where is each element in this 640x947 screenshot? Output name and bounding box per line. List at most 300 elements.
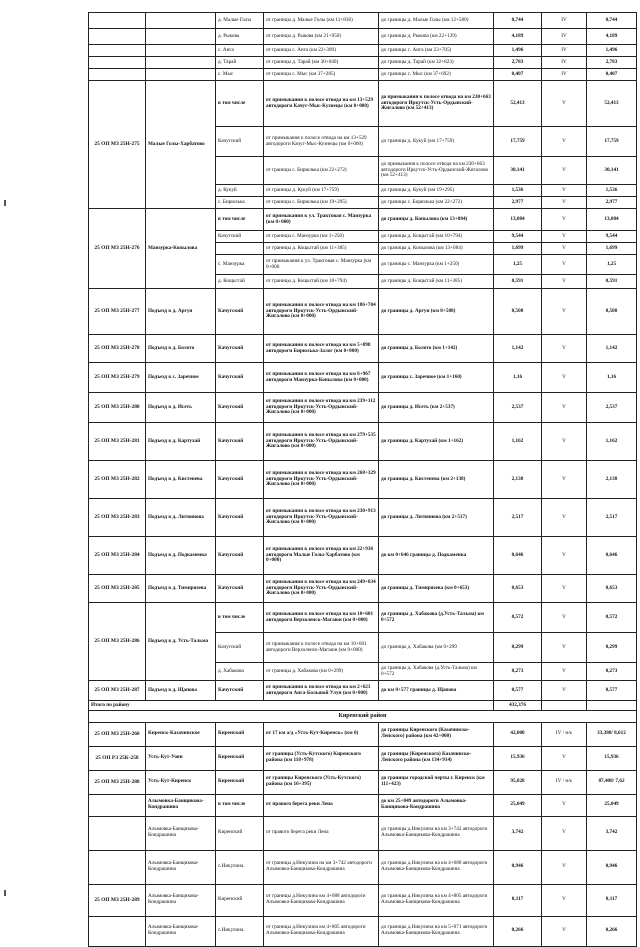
table-row [89, 363, 637, 393]
total-km: 2,517 [587, 499, 637, 537]
length-km: 1,16 [494, 363, 542, 393]
road-category: V [542, 289, 587, 335]
district-cell [216, 157, 264, 185]
segment-start: от границы д. Кукуй (км 17+759) [264, 185, 379, 197]
road-category: V [542, 243, 587, 255]
road-code: 25 ОП МЗ 25Н-287 [89, 681, 146, 701]
table-row [89, 770, 637, 794]
road-code-empty [89, 57, 146, 69]
total-km: 0,299 [587, 633, 637, 663]
total-km: 15,936 [587, 746, 637, 770]
total-km: 0,117 [587, 884, 637, 916]
total-value: 432,376 [494, 701, 542, 711]
total-km: 33,388/ 8,612 [587, 722, 637, 746]
district-cell: Киренский [216, 770, 264, 794]
road-category: V [542, 157, 587, 185]
district-cell: д. Рыкова [216, 29, 264, 45]
road-name: Подъезд к с. Заречное [146, 363, 216, 393]
road-code: 25 ОП МЗ 25Н-277 [89, 289, 146, 335]
total-km: 0,646 [587, 537, 637, 575]
district-cell: д. Кощьггай [216, 275, 264, 289]
road-category: V [542, 884, 587, 916]
district-cell: Качугский [216, 499, 264, 537]
segment-end: до границы д. Картухай (км 1+162) [379, 423, 494, 461]
segment-start: от примыкания к полосе отвода на км 10+601 автодороги Верхоленск-Магаюн (км 0+000) [264, 633, 379, 663]
length-km: 0,266 [494, 916, 542, 946]
segment-start: от границы (Усть-Кутского) Киренского района (км 118+978) [264, 746, 379, 770]
total-km: 1,536 [587, 185, 637, 197]
total-km: 87,408/ 7,62 [587, 770, 637, 794]
table-row [89, 850, 637, 884]
road-name: Алымовка-Банщикова-Кондрашина [146, 916, 216, 946]
district-cell: Киренский [216, 746, 264, 770]
total-sum-empty [587, 701, 637, 711]
road-name: Подъезд к д. Болото [146, 335, 216, 363]
district-cell: Качугский [216, 461, 264, 499]
road-code-empty [89, 13, 146, 29]
table-row [89, 461, 637, 499]
segment-end: до границы д.Никулина на км 4+688 автодороги Алымовка-Банщикова-Кондрашина [379, 850, 494, 884]
length-km: 3,742 [494, 816, 542, 850]
total-km: 1,496 [587, 45, 637, 57]
district-cell: с. Мыс [216, 69, 264, 81]
total-km: 1,25 [587, 255, 637, 275]
registry-page [88, 12, 636, 947]
length-km: 1,699 [494, 243, 542, 255]
length-km: 2,977 [494, 197, 542, 209]
total-km: 0,572 [587, 603, 637, 633]
length-km: 0,591 [494, 275, 542, 289]
road-category: IV / н/к [542, 722, 587, 746]
total-km: 0,407 [587, 69, 637, 81]
road-category: IV [542, 57, 587, 69]
road-category: V [542, 255, 587, 275]
segment-end: до границы городской черты г. Киренск (км 111+423) [379, 770, 494, 794]
length-km: 0,577 [494, 681, 542, 701]
length-km: 30,141 [494, 157, 542, 185]
road-category: V [542, 393, 587, 423]
total-km: 0,266 [587, 916, 637, 946]
road-code: 25 ОП МЗ 25Н-285 [89, 575, 146, 603]
district-cell [216, 243, 264, 255]
road-code: 25 ОП МЗ 25Н-279 [89, 363, 146, 393]
length-km: 1,162 [494, 423, 542, 461]
segment-end: до границы д. Кукуй (км 17+759) [379, 127, 494, 157]
total-km: 30,141 [587, 157, 637, 185]
road-name: Подъезд к д. Щапова [146, 681, 216, 701]
table-row [89, 746, 637, 770]
segment-end: до границы д.Никулина на км 3+742 автодороги Алымовка-Банщикова-Кондрашина [379, 816, 494, 850]
road-category: V [542, 209, 587, 231]
segment-start: от примыкания к полосе отвода на км 5+098 автодороги Бирюлька-Залог (км 0+000) [264, 335, 379, 363]
segment-end: до границы с. Анга (км 23+705) [379, 45, 494, 57]
road-name: Подъезд к д. Картухай [146, 423, 216, 461]
segment-start: от примыкания к полосе отвода на км 10+601 автодороги Верхоленск-Магаюн (км 0+000) [264, 603, 379, 633]
table-row [89, 29, 637, 45]
total-km: 13,084 [587, 209, 637, 231]
road-name: Подъезд к д. Усть-Тальма [146, 603, 216, 681]
segment-end: до границы д. Тимирязева (км 0+653) [379, 575, 494, 603]
district-cell: Качугский [216, 289, 264, 335]
district-cell: в том числе [216, 81, 264, 127]
district-cell: д. Тарай [216, 57, 264, 69]
total-label: Итого по району [89, 701, 494, 711]
table-row [89, 57, 637, 69]
district-cell: Киренский [216, 722, 264, 746]
length-km: 0,273 [494, 663, 542, 681]
segment-end: до границы д. Литвинова (км 2+517) [379, 499, 494, 537]
segment-start: от границы с. Бирюлька (км 19+295) [264, 197, 379, 209]
segment-start: от примыкания к полосе отвода на км 13+529 автодороги Качуг-Мыс-Кузнецы (км 0+000) [264, 127, 379, 157]
table-row [89, 722, 637, 746]
road-code-empty [89, 29, 146, 45]
segment-end: до км 25+049 автодороги Алымовка-Банщикова-Кондрашина [379, 794, 494, 816]
road-code: 25 ОП МЗ 25Н-260 [89, 722, 146, 746]
length-km: 0,946 [494, 850, 542, 884]
road-category: V [542, 537, 587, 575]
total-km: 0,653 [587, 575, 637, 603]
segment-end: до границы д. Болото (км 1+142) [379, 335, 494, 363]
district-cell: в том числе [216, 209, 264, 231]
segment-end: до км 0+646 границы д. Подкаменка [379, 537, 494, 575]
length-km: 8,508 [494, 289, 542, 335]
road-category: V [542, 794, 587, 816]
segment-start: от границы д. Тарай (км 30+040) [264, 57, 379, 69]
segment-start: от границы с. Манзурка (км 1+250) [264, 231, 379, 243]
road-code [89, 816, 146, 850]
district-cell: с. Манзурка [216, 255, 264, 275]
segment-end: до границы д.Никулина на км 5+071 автодороги Алымовка-Банщикова-Кондрашина [379, 916, 494, 946]
segment-end: до границы с. Заречное (км 1+160) [379, 363, 494, 393]
road-category: V [542, 81, 587, 127]
road-name [146, 13, 216, 29]
road-name [146, 45, 216, 57]
segment-start: от границы д. Кощьггай (км 11+385) [264, 243, 379, 255]
segment-end: до примыкания к полосе отвода на км 230+663 автодороги Иркутск-Усть-Ордынский-Жигалово (км 52+413) [379, 157, 494, 185]
road-category: V [542, 499, 587, 537]
road-name: Алымовка-Банщикова-Кондрашина [146, 884, 216, 916]
district-total-row [89, 701, 637, 711]
district-cell: с.Никулина [216, 850, 264, 884]
road-code: 25 ОП МЗ 25Н-281 [89, 423, 146, 461]
length-km: 4,189 [494, 29, 542, 45]
district-cell: в том числе [216, 794, 264, 816]
road-name [146, 69, 216, 81]
total-km: 0,591 [587, 275, 637, 289]
road-category: V [542, 633, 587, 663]
total-km: 25,049 [587, 794, 637, 816]
road-category: V [542, 127, 587, 157]
total-cat-empty [542, 701, 587, 711]
road-category: V [542, 423, 587, 461]
road-category: V [542, 185, 587, 197]
road-name: Подъезд к д. Аргун [146, 289, 216, 335]
table-row [89, 45, 637, 57]
segment-start: от 17 км а/д «Усть-Кут-Киренск» (км 0) [264, 722, 379, 746]
segment-start: от примыкания к полосе отвода на км 239+112 автодороги Иркутск-Усть-Ордынский-Жигалово (км 0+000) [264, 393, 379, 423]
road-category: IV [542, 29, 587, 45]
scan-mark-bottom [4, 890, 6, 896]
segment-end: до границы д. Кукуй (км 19+295) [379, 185, 494, 197]
road-name: Усть-Кут-Киренск [146, 770, 216, 794]
district-cell: д. Малые Голы [216, 13, 264, 29]
table-row [89, 69, 637, 81]
segment-end: до границы д. Копылова (км 13+084) [379, 243, 494, 255]
road-category: V [542, 575, 587, 603]
total-km: 9,544 [587, 231, 637, 243]
road-name: Подъезд к д. Исеть [146, 393, 216, 423]
table-row [89, 916, 637, 946]
road-name: Усть-Кут-Уоян [146, 746, 216, 770]
segment-end: до границы Киренского (Казачинско-Ленского) района (км 42+000) [379, 722, 494, 746]
length-km: 0,407 [494, 69, 542, 81]
road-category: IV [542, 13, 587, 29]
segment-start: от примыкания к полосе отвода на км 279+535 автодороги Иркутск-Усть-Ордынский-Жигалово (км 0+000) [264, 423, 379, 461]
road-code: 25 ОП МЗ 25Н-278 [89, 335, 146, 363]
total-km: 0,744 [587, 13, 637, 29]
length-km: 0,744 [494, 13, 542, 29]
road-code: 25 ОП МЗ 25Н-283 [89, 499, 146, 537]
total-km: 4,189 [587, 29, 637, 45]
road-code: 25 ОП МЗ 25Н-276 [89, 209, 146, 289]
table-row [89, 289, 637, 335]
table-row [89, 423, 637, 461]
length-km: 17,759 [494, 127, 542, 157]
length-km: 13,084 [494, 209, 542, 231]
table-row [89, 794, 637, 816]
road-name: Малые Голы-Харбатово [146, 81, 216, 209]
road-code [89, 850, 146, 884]
section-header-row [89, 711, 637, 723]
length-km: 1,536 [494, 185, 542, 197]
segment-end: до границы д.Никулина на км 4+805 автодороги Алымовка-Банщикова-Кондрашина [379, 884, 494, 916]
total-km: 52,413 [587, 81, 637, 127]
road-category: V [542, 850, 587, 884]
road-code-empty [89, 45, 146, 57]
length-km: 2,783 [494, 57, 542, 69]
road-category: V [542, 197, 587, 209]
segment-start: от правого берега реки Лена [264, 794, 379, 816]
district-cell: Качугский [216, 393, 264, 423]
length-km: 2,537 [494, 393, 542, 423]
district-cell: Качугский [216, 423, 264, 461]
total-km: 1,142 [587, 335, 637, 363]
table-row [89, 575, 637, 603]
district-cell: Качугский [216, 127, 264, 157]
road-code: 25 ОП МЗ 25Н-275 [89, 81, 146, 209]
road-category: V [542, 231, 587, 243]
district-cell: Качугский [216, 363, 264, 393]
segment-start: от границы Киренского (Усть-Кутского) района (км 16+395) [264, 770, 379, 794]
table-row [89, 81, 637, 127]
length-km: 0,299 [494, 633, 542, 663]
district-cell: Качугский [216, 537, 264, 575]
road-category: V [542, 461, 587, 499]
length-km: 42,000 [494, 722, 542, 746]
segment-end: до границы (Киренского) Казачинско-Ленского района (км 134+914) [379, 746, 494, 770]
road-code: 25 ОП МЗ 25Н-288 [89, 770, 146, 794]
district-cell: Киренский [216, 816, 264, 850]
length-km: 1,142 [494, 335, 542, 363]
road-code: 25 ОП МЗ 25Н-282 [89, 461, 146, 499]
segment-end: до границы д. Кощьггай (км 11+385) [379, 275, 494, 289]
length-km: 0,117 [494, 884, 542, 916]
road-name: Подъезд к д. Кистенева [146, 461, 216, 499]
total-km: 1,699 [587, 243, 637, 255]
segment-start: от границы с. Мыс (км 37+285) [264, 69, 379, 81]
road-name: Подъезд к д. Подкаменка [146, 537, 216, 575]
table-row [89, 499, 637, 537]
segment-end: до границы д. Копылова (км 13+084) [379, 209, 494, 231]
total-km: 0,946 [587, 850, 637, 884]
segment-start: от границы д.Никулина на км 3+742 автодороги Алымовка-Банщикова-Кондрашина [264, 850, 379, 884]
segment-start: от границы д. Рыкова (км 21+950) [264, 29, 379, 45]
district-cell: в том числе [216, 603, 264, 633]
segment-end: до км 0+577 границы д. Щапова [379, 681, 494, 701]
length-km: 9,544 [494, 231, 542, 243]
district-cell: д. Хабакова [216, 663, 264, 681]
length-km: 95,028 [494, 770, 542, 794]
road-category: IV / н/к [542, 770, 587, 794]
table-row [89, 884, 637, 916]
segment-start: от границы д.Никулина км 4+805 автодороги Алымовка-Банщикова-Кондрашина [264, 916, 379, 946]
length-km: 15,936 [494, 746, 542, 770]
length-km: 25,049 [494, 794, 542, 816]
segment-start: от примыкания к полосе отвода на км 6+967 автодороги Манзурка-Копылова (км 0+000) [264, 363, 379, 393]
segment-end: до границы д. Хабакова (д.Усть-Тальма) км 0+572 [379, 663, 494, 681]
road-category: V [542, 363, 587, 393]
segment-start: от примыкания к полосе отвода на км 268+329 автодороги Иркутск-Усть-Ордынский-Жигалово (км 0+000) [264, 461, 379, 499]
road-name: Алымовка-Банщикова-Кондрашина [146, 816, 216, 850]
district-cell: Киренский [216, 884, 264, 916]
segment-end: до границы д. Хабакова (д.Усть-Тальма) км 0+572 [379, 603, 494, 633]
segment-end: до границы д. Кощьггай (км 10+794) [379, 231, 494, 243]
segment-end: до границы с. Мыс (км 37+692) [379, 69, 494, 81]
roads-registry-table [88, 12, 637, 947]
segment-end: до границы с. Манзурка (км 1+250) [379, 255, 494, 275]
table-row [89, 537, 637, 575]
segment-end: до границы д. Исеть (км 2+537) [379, 393, 494, 423]
district-cell: с. Бирюлька [216, 197, 264, 209]
district-cell: Качугский [216, 231, 264, 243]
road-category: IV [542, 45, 587, 57]
segment-end: до границы д. Малые Голы (км 12+580) [379, 13, 494, 29]
district-cell: с.Никулина [216, 916, 264, 946]
district-cell: д. Кукуй [216, 185, 264, 197]
segment-end: до границы д. Аргун (км 8+508) [379, 289, 494, 335]
segment-start: от примыкания к полосе отвода на км 186+704 автодороги Иркутск-Усть-Ордынский-Жигалово (км 0+000) [264, 289, 379, 335]
road-code: 25 ОП МЗ 25Н-284 [89, 537, 146, 575]
total-km: 0,273 [587, 663, 637, 681]
segment-start: от границы с. Бирюлька (км 22+272) [264, 157, 379, 185]
road-category: V [542, 681, 587, 701]
road-category: V [542, 816, 587, 850]
segment-start: от примыкания к ул. Трактовая с. Манзурка (км 0+000) [264, 209, 379, 231]
segment-end: до границы с. Бирюлька (км 22+272) [379, 197, 494, 209]
segment-start: от примыкания к полосе отвода на км 22+936 автодороги Малые Голы-Харбатово (км 0+000) [264, 537, 379, 575]
table-row [89, 13, 637, 29]
segment-start: от границы д.Никулина км 4+688 автодороги Алымовка-Банщикова-Кондрашина [264, 884, 379, 916]
segment-end: до примыкания к полосе отвода на км 230+663 автодороги Иркутск-Усть-Ордынский-Жигалово (км 52+413) [379, 81, 494, 127]
segment-start: от границы д. Хабакова (км 0+299) [264, 663, 379, 681]
table-row [89, 603, 637, 633]
segment-end: до границы д. Хабакова (км 0+299 [379, 633, 494, 663]
district-cell: Качугский [216, 633, 264, 663]
district-cell: Качугский [216, 575, 264, 603]
table-row [89, 816, 637, 850]
segment-end: до границы д. Кистенева (км 2+138) [379, 461, 494, 499]
table-row [89, 681, 637, 701]
district-cell: с. Анга [216, 45, 264, 57]
road-name: Подъезд к д. Тимирязева [146, 575, 216, 603]
total-km: 1,162 [587, 423, 637, 461]
district-cell: Качугский [216, 681, 264, 701]
segment-start: от примыкания к полосе отвода на км 249+034 автодороги Иркутск-Усть-Ордынский-Жигалово (км 0+000) [264, 575, 379, 603]
segment-start: от границы д. Кощьггай (км 10+794) [264, 275, 379, 289]
district-cell: Качугский [216, 335, 264, 363]
segment-start: от границы с. Анга (км 22+309) [264, 45, 379, 57]
road-code-empty [89, 69, 146, 81]
total-km: 2,138 [587, 461, 637, 499]
segment-start: от примыкания к полосе отвода на км 13+529 автодороги Качуг-Мыс-Кузнецы (км 0+000) [264, 81, 379, 127]
road-code: 25 ОП МЗ 25Н-289 [89, 884, 146, 916]
table-row [89, 335, 637, 363]
road-name: Алымовка-Банщикова-Кондрашина [146, 794, 216, 816]
road-category: V [542, 916, 587, 946]
length-km: 1,496 [494, 45, 542, 57]
road-category: V [542, 335, 587, 363]
road-code: 25 ОП РЗ 25К-258 [89, 746, 146, 770]
total-km: 0,577 [587, 681, 637, 701]
scan-mark-top [4, 200, 6, 206]
segment-start: от примыкания к полосе отвода на км 2+621 автодороги Анга-Большой Улун (км 0+000) [264, 681, 379, 701]
segment-start: от правого берега реки Лена [264, 816, 379, 850]
total-km: 8,508 [587, 289, 637, 335]
section-title: Киренский район [89, 711, 637, 723]
length-km: 1,25 [494, 255, 542, 275]
road-name: Киренск-Казачинское [146, 722, 216, 746]
length-km: 0,653 [494, 575, 542, 603]
road-category: V [542, 746, 587, 770]
road-name: Алымовка-Банщикова-Кондрашина [146, 850, 216, 884]
total-km: 2,537 [587, 393, 637, 423]
segment-end: до границы д. Рыкова (км 22+139) [379, 29, 494, 45]
road-category: V [542, 603, 587, 633]
road-code: 25 ОП МЗ 25Н-286 [89, 603, 146, 681]
total-km: 1,16 [587, 363, 637, 393]
road-name [146, 29, 216, 45]
length-km: 0,572 [494, 603, 542, 633]
road-name [146, 57, 216, 69]
road-code: 25 ОП МЗ 25Н-280 [89, 393, 146, 423]
table-row [89, 209, 637, 231]
total-km: 3,742 [587, 816, 637, 850]
table-row [89, 393, 637, 423]
road-category: V [542, 663, 587, 681]
length-km: 2,138 [494, 461, 542, 499]
segment-end: до границы д. Тарай (км 32+823) [379, 57, 494, 69]
road-category: IV [542, 69, 587, 81]
segment-start: от примыкания к ул. Трактовая с. Манзурка (км 0+000 [264, 255, 379, 275]
road-code [89, 916, 146, 946]
length-km: 0,646 [494, 537, 542, 575]
length-km: 52,413 [494, 81, 542, 127]
road-name: Манзурка-Копылова [146, 209, 216, 289]
total-km: 2,977 [587, 197, 637, 209]
length-km: 2,517 [494, 499, 542, 537]
road-code [89, 794, 146, 816]
segment-start: от границы д. Малые Голы (км 11+836) [264, 13, 379, 29]
